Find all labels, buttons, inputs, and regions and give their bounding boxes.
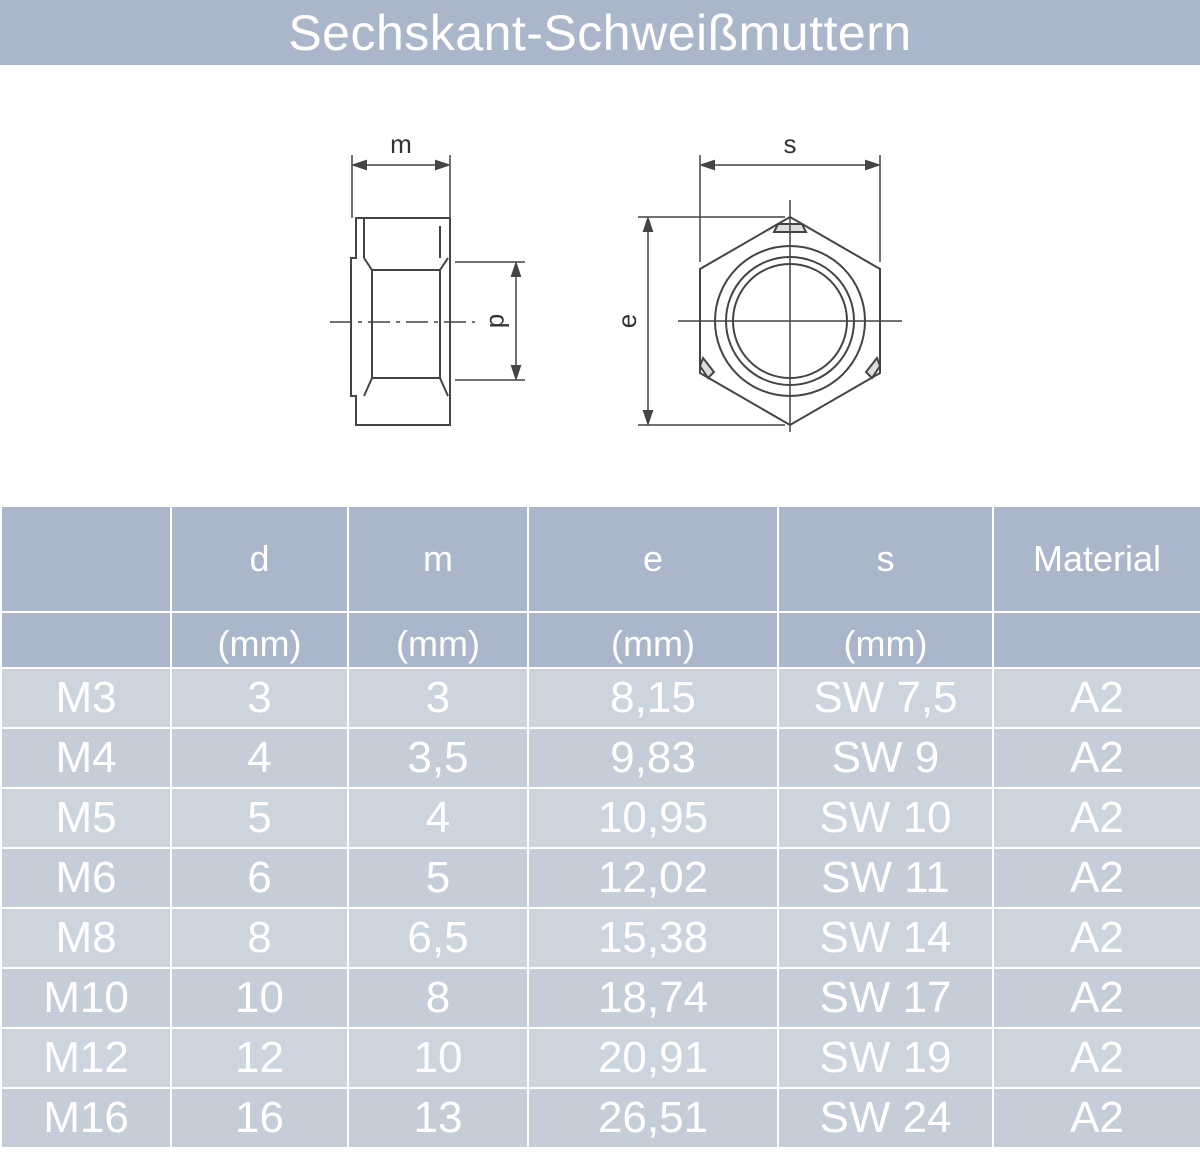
- cell-material: A2: [993, 968, 1200, 1028]
- unit-cell: [993, 612, 1200, 668]
- cell-s: SW 7,5: [778, 668, 993, 728]
- cell-e: 12,02: [528, 848, 778, 908]
- table-row: [1, 1088, 1200, 1148]
- cell-size: M3: [1, 668, 171, 728]
- cell-material: A2: [993, 1028, 1200, 1088]
- dimension-label-m: m: [390, 129, 412, 159]
- table-row: [1, 668, 1200, 728]
- cell-m: 8: [348, 968, 528, 1028]
- table-row: [1, 908, 1200, 968]
- table-header-row: [1, 506, 1200, 612]
- cell-e: 8,15: [528, 668, 778, 728]
- unit-cell: (mm): [348, 612, 528, 668]
- table-row: [1, 1028, 1200, 1088]
- cell-e: 10,95: [528, 788, 778, 848]
- cell-size: M12: [1, 1028, 171, 1088]
- cell-size: M5: [1, 788, 171, 848]
- cell-material: A2: [993, 728, 1200, 788]
- column-header: [1, 506, 171, 612]
- table-row: [1, 728, 1200, 788]
- cell-d: 16: [171, 1088, 348, 1148]
- front-view-drawing: [638, 155, 902, 432]
- column-header-s: s: [778, 506, 993, 612]
- cell-d: 8: [171, 908, 348, 968]
- unit-cell: (mm): [171, 612, 348, 668]
- dimension-label-d: d: [484, 313, 514, 329]
- table-row: [1, 788, 1200, 848]
- cell-e: 20,91: [528, 1028, 778, 1088]
- cell-material: A2: [993, 848, 1200, 908]
- table-row: [1, 968, 1200, 1028]
- cell-e: 9,83: [528, 728, 778, 788]
- specification-table: [0, 505, 1200, 1149]
- cell-material: A2: [993, 788, 1200, 848]
- cell-size: M4: [1, 728, 171, 788]
- cell-material: A2: [993, 1088, 1200, 1148]
- cell-d: 6: [171, 848, 348, 908]
- cell-m: 10: [348, 1028, 528, 1088]
- cell-size: M10: [1, 968, 171, 1028]
- table-row: [1, 848, 1200, 908]
- unit-cell: [1, 612, 171, 668]
- unit-cell: (mm): [778, 612, 993, 668]
- dimension-label-s: s: [783, 129, 797, 159]
- cell-material: A2: [993, 668, 1200, 728]
- cell-m: 5: [348, 848, 528, 908]
- column-header-e: e: [528, 506, 778, 612]
- cell-s: SW 10: [778, 788, 993, 848]
- table-units-row: [1, 612, 1200, 668]
- cell-s: SW 9: [778, 728, 993, 788]
- cell-s: SW 11: [778, 848, 993, 908]
- cell-m: 6,5: [348, 908, 528, 968]
- technical-drawing: [0, 65, 1200, 505]
- column-header-d: d: [171, 506, 348, 612]
- dimension-label-e: e: [612, 313, 642, 329]
- cell-size: M16: [1, 1088, 171, 1148]
- cell-d: 10: [171, 968, 348, 1028]
- column-header-m: m: [348, 506, 528, 612]
- cell-m: 3: [348, 668, 528, 728]
- cell-size: M8: [1, 908, 171, 968]
- side-view-drawing: [330, 155, 525, 425]
- cell-e: 18,74: [528, 968, 778, 1028]
- cell-e: 26,51: [528, 1088, 778, 1148]
- cell-d: 3: [171, 668, 348, 728]
- cell-d: 5: [171, 788, 348, 848]
- cell-m: 13: [348, 1088, 528, 1148]
- cell-s: SW 17: [778, 968, 993, 1028]
- cell-s: SW 19: [778, 1028, 993, 1088]
- cell-s: SW 14: [778, 908, 993, 968]
- cell-e: 15,38: [528, 908, 778, 968]
- cell-d: 4: [171, 728, 348, 788]
- unit-cell: (mm): [528, 612, 778, 668]
- page-title: Sechskant-Schweißmuttern: [0, 0, 1200, 65]
- cell-s: SW 24: [778, 1088, 993, 1148]
- cell-material: A2: [993, 908, 1200, 968]
- cell-m: 3,5: [348, 728, 528, 788]
- cell-d: 12: [171, 1028, 348, 1088]
- cell-m: 4: [348, 788, 528, 848]
- cell-size: M6: [1, 848, 171, 908]
- column-header-material: Material: [993, 506, 1200, 612]
